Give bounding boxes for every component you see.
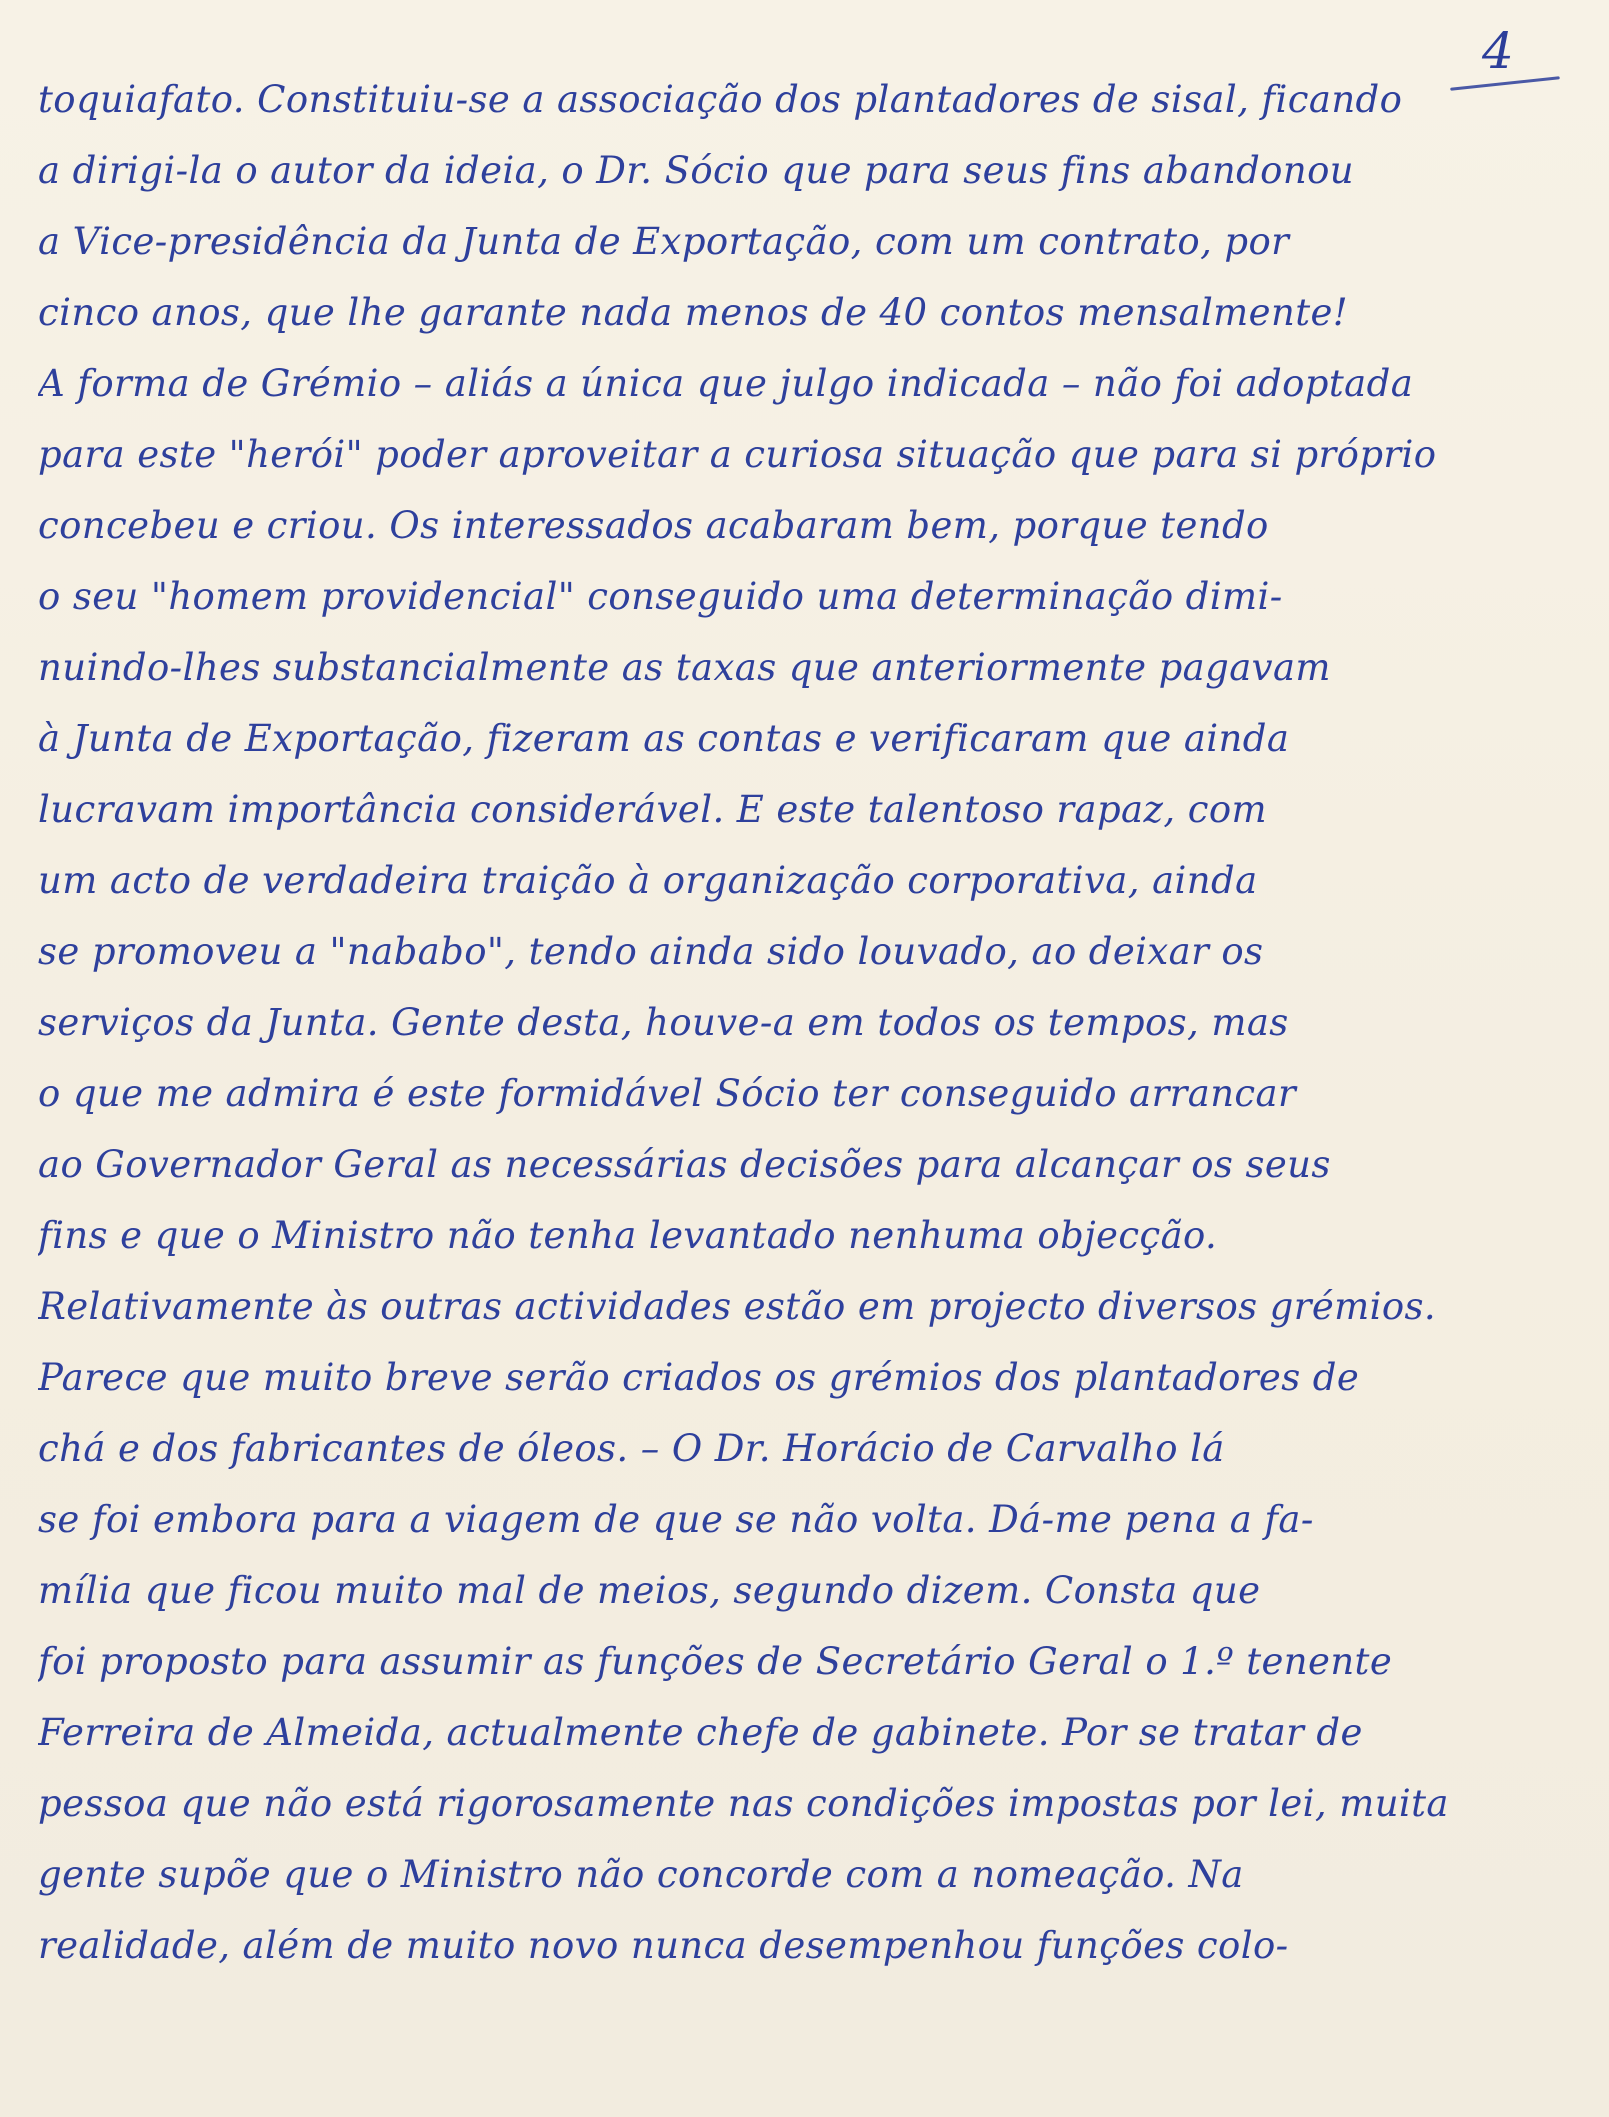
manuscript-line: gente supõe que o Ministro não concorde com a nomeação. Na [38, 1853, 1244, 1896]
manuscript-line: chá e dos fabricantes de óleos. – O Dr. Horácio de Carvalho lá [38, 1427, 1225, 1470]
manuscript-line: mília que ficou muito mal de meios, segundo dizem. Consta que [38, 1569, 1261, 1612]
manuscript-line: se foi embora para a viagem de que se não volta. Dá-me pena a fa- [38, 1498, 1314, 1541]
manuscript-line: a dirigi-la o autor da ideia, o Dr. Sócio que para seus fins abandonou [38, 149, 1354, 192]
manuscript-text [38, 64, 1578, 1981]
manuscript-line: toquiafato. Constituiu-se a associação dos plantadores de sisal, ficando [38, 78, 1403, 121]
manuscript-line: para este "herói" poder aproveitar a curiosa situação que para si próprio [38, 433, 1437, 476]
manuscript-line: Parece que muito breve serão criados os grémios dos plantadores de [38, 1356, 1360, 1399]
manuscript-line: Relativamente às outras actividades estão em projecto diversos grémios. [38, 1285, 1437, 1328]
manuscript-line: fins e que o Ministro não tenha levantado nenhuma objecção. [38, 1214, 1218, 1257]
manuscript-line: nuindo-lhes substancialmente as taxas que anteriormente pagavam [38, 646, 1331, 689]
page-number: 4 [1482, 22, 1514, 80]
manuscript-line: à Junta de Exportação, fizeram as contas e verificaram que ainda [38, 717, 1290, 760]
manuscript-line: o que me admira é este formidável Sócio ter conseguido arrancar [38, 1072, 1297, 1115]
manuscript-line: realidade, além de muito novo nunca desempenhou funções colo- [38, 1924, 1289, 1967]
manuscript-line: foi proposto para assumir as funções de Secretário Geral o 1.º tenente [38, 1640, 1393, 1683]
manuscript-line: Ferreira de Almeida, actualmente chefe de gabinete. Por se tratar de [38, 1711, 1363, 1754]
manuscript-line: o seu "homem providencial" conseguido uma determinação dimi- [38, 575, 1283, 618]
manuscript-line: cinco anos, que lhe garante nada menos de 40 contos mensalmente! [38, 291, 1349, 334]
manuscript-line: a Vice-presidência da Junta de Exportação, com um contrato, por [38, 220, 1290, 263]
manuscript-line: serviços da Junta. Gente desta, houve-a em todos os tempos, mas [38, 1001, 1289, 1044]
manuscript-line: concebeu e criou. Os interessados acabaram bem, porque tendo [38, 504, 1269, 547]
manuscript-line: um acto de verdadeira traição à organização corporativa, ainda [38, 859, 1258, 902]
manuscript-line: lucravam importância considerável. E este talentoso rapaz, com [38, 788, 1267, 831]
manuscript-line: pessoa que não está rigorosamente nas condições impostas por lei, muita [38, 1782, 1449, 1825]
manuscript-line: se promoveu a "nababo", tendo ainda sido louvado, ao deixar os [38, 930, 1264, 973]
manuscript-line: ao Governador Geral as necessárias decisões para alcançar os seus [38, 1143, 1331, 1186]
manuscript-line: A forma de Grémio – aliás a única que julgo indicada – não foi adoptada [38, 362, 1414, 405]
